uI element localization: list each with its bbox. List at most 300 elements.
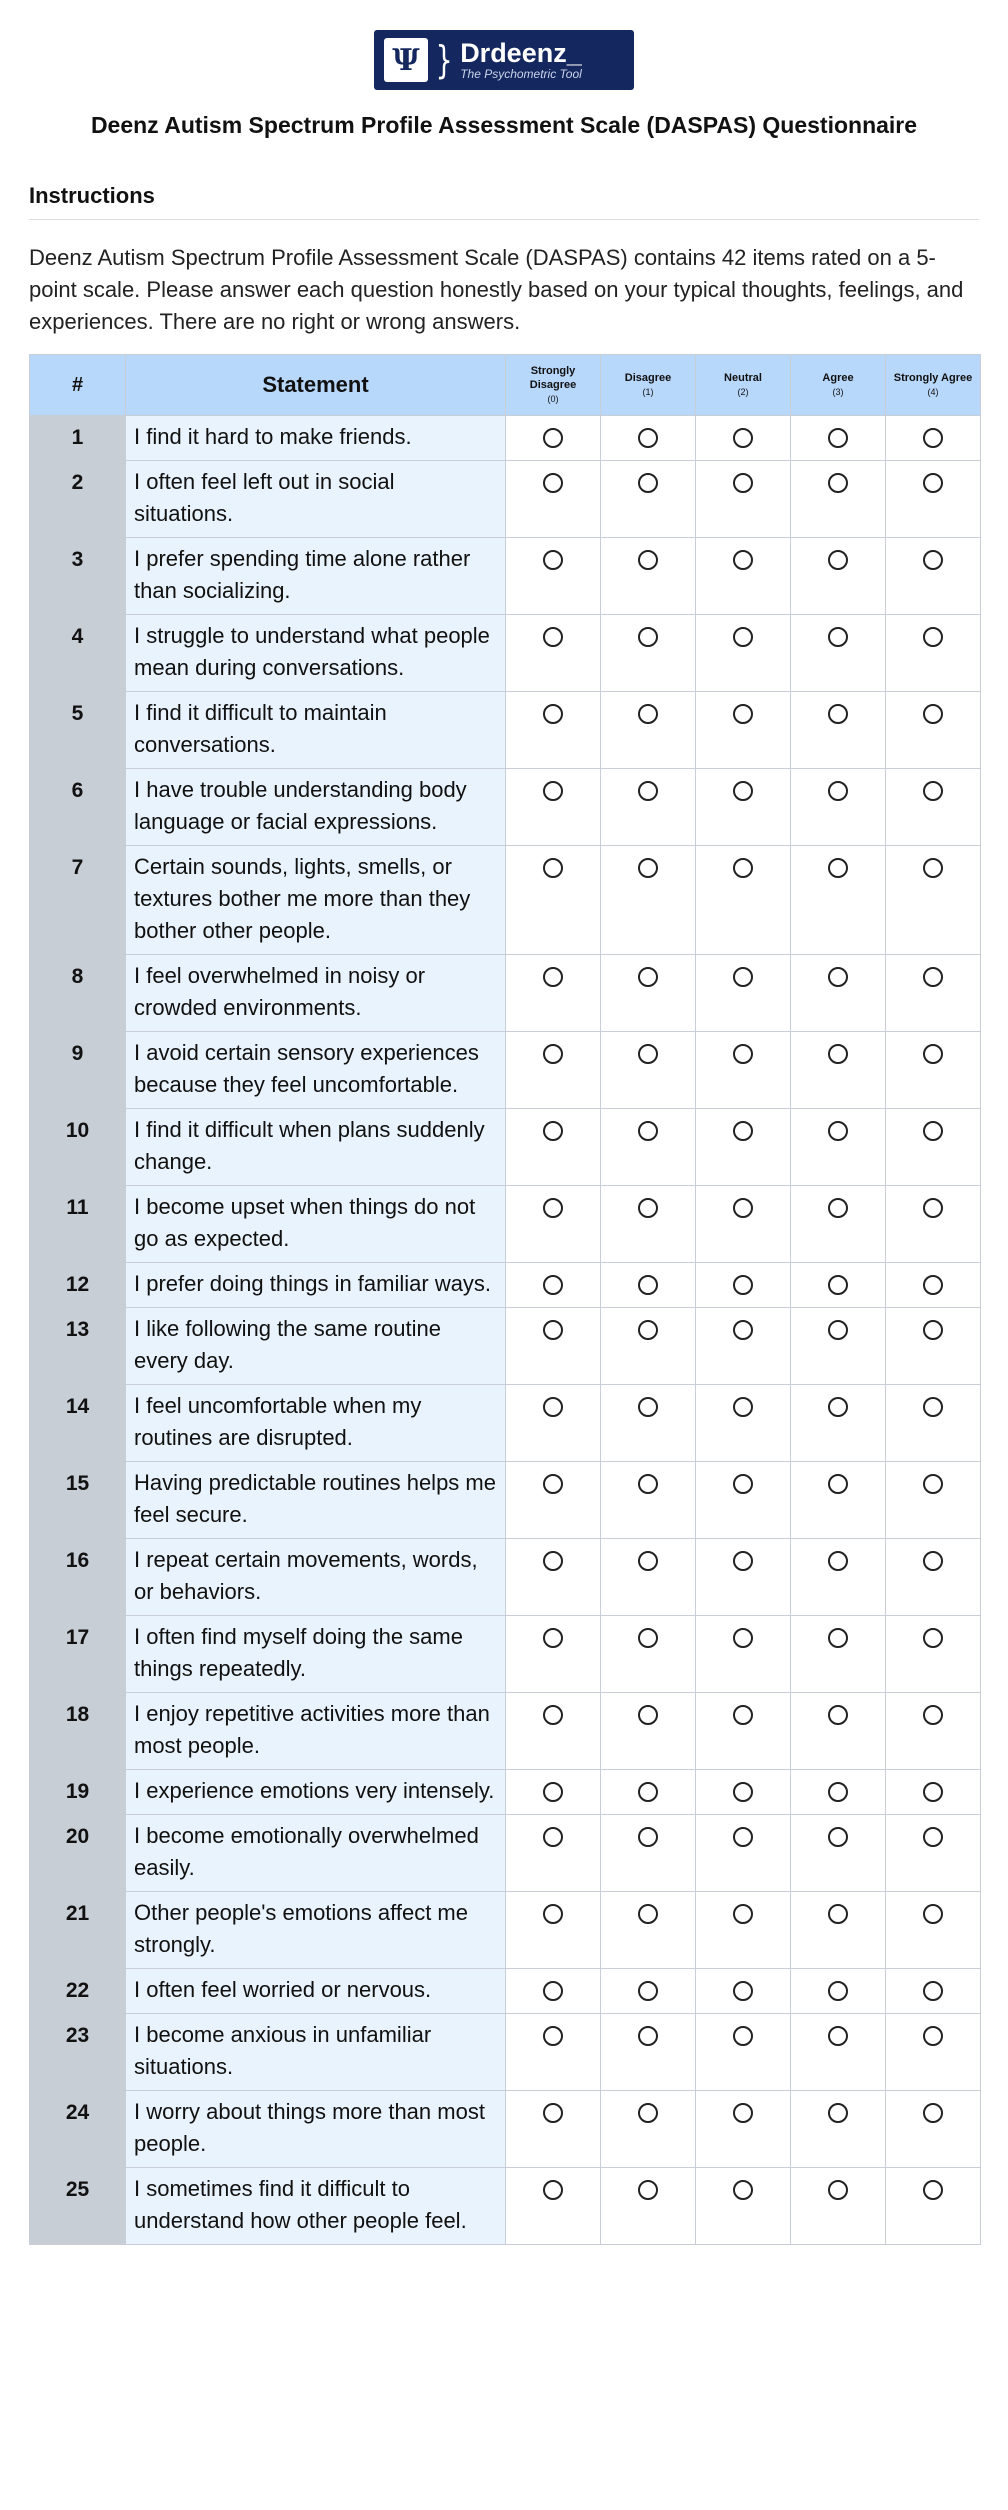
- option-label: Disagree: [624, 372, 672, 384]
- option-value: (1): [642, 387, 654, 397]
- response-radio[interactable]: [733, 1320, 753, 1340]
- table-row: [30, 1186, 981, 1263]
- option-cell: [696, 1263, 791, 1308]
- response-radio[interactable]: [543, 1397, 563, 1417]
- response-radio[interactable]: [638, 1275, 658, 1295]
- option-cell: [791, 2014, 886, 2091]
- option-cell: [791, 955, 886, 1032]
- response-radio[interactable]: [733, 1551, 753, 1571]
- response-radio[interactable]: [638, 1551, 658, 1571]
- response-radio[interactable]: [733, 1044, 753, 1064]
- response-radio[interactable]: [543, 1121, 563, 1141]
- option-cell: [601, 692, 696, 769]
- item-number: 17: [30, 1616, 126, 1693]
- response-radio[interactable]: [733, 1474, 753, 1494]
- option-cell: [791, 2091, 886, 2168]
- item-statement: I feel overwhelmed in noisy or crowded environments.: [126, 955, 506, 1032]
- response-radio[interactable]: [828, 1474, 848, 1494]
- response-radio[interactable]: [733, 704, 753, 724]
- option-value: (2): [737, 387, 749, 397]
- response-radio[interactable]: [733, 858, 753, 878]
- option-cell: [506, 769, 601, 846]
- response-radio[interactable]: [923, 967, 943, 987]
- option-cell: [506, 1539, 601, 1616]
- response-radio[interactable]: [828, 550, 848, 570]
- response-radio[interactable]: [733, 550, 753, 570]
- option-cell: [886, 461, 981, 538]
- response-radio[interactable]: [923, 1198, 943, 1218]
- response-radio[interactable]: [923, 1904, 943, 1924]
- option-cell: [791, 1693, 886, 1770]
- option-cell: [506, 1616, 601, 1693]
- table-row: [30, 1815, 981, 1892]
- item-statement: I find it hard to make friends.: [126, 416, 506, 461]
- option-cell: [696, 769, 791, 846]
- response-radio[interactable]: [828, 967, 848, 987]
- item-number: 10: [30, 1109, 126, 1186]
- response-radio[interactable]: [733, 1198, 753, 1218]
- table-row: [30, 955, 981, 1032]
- response-radio[interactable]: [733, 1904, 753, 1924]
- option-cell: [696, 1462, 791, 1539]
- response-radio[interactable]: [638, 2180, 658, 2200]
- option-cell: [696, 1815, 791, 1892]
- response-radio[interactable]: [543, 2180, 563, 2200]
- item-statement: Certain sounds, lights, smells, or textures bother me more than they bother other people.: [126, 846, 506, 955]
- response-radio[interactable]: [543, 1275, 563, 1295]
- response-radio[interactable]: [733, 967, 753, 987]
- option-cell: [506, 1693, 601, 1770]
- response-radio[interactable]: [828, 1705, 848, 1725]
- option-cell: [601, 955, 696, 1032]
- option-cell: [601, 1969, 696, 2014]
- item-statement: I often feel worried or nervous.: [126, 1969, 506, 2014]
- response-radio[interactable]: [923, 1705, 943, 1725]
- item-statement: I become upset when things do not go as expected.: [126, 1186, 506, 1263]
- response-radio[interactable]: [923, 704, 943, 724]
- response-radio[interactable]: [828, 1397, 848, 1417]
- item-statement: I avoid certain sensory experiences because they feel uncomfortable.: [126, 1032, 506, 1109]
- item-number: 5: [30, 692, 126, 769]
- option-cell: [506, 1892, 601, 1969]
- response-radio[interactable]: [923, 1551, 943, 1571]
- response-radio[interactable]: [543, 550, 563, 570]
- response-radio[interactable]: [638, 2026, 658, 2046]
- option-cell: [696, 1693, 791, 1770]
- questionnaire-page: [29, 0, 979, 2245]
- table-row: [30, 416, 981, 461]
- option-cell: [886, 1693, 981, 1770]
- logo-text: [460, 39, 582, 81]
- response-radio[interactable]: [543, 781, 563, 801]
- response-radio[interactable]: [733, 1628, 753, 1648]
- response-radio[interactable]: [733, 1705, 753, 1725]
- item-statement: I become emotionally overwhelmed easily.: [126, 1815, 506, 1892]
- table-row: [30, 1462, 981, 1539]
- item-statement: I experience emotions very intensely.: [126, 1770, 506, 1815]
- response-radio[interactable]: [543, 1320, 563, 1340]
- option-value: (4): [927, 387, 939, 397]
- option-cell: [601, 538, 696, 615]
- item-statement: I often find myself doing the same things repeatedly.: [126, 1616, 506, 1693]
- table-row: [30, 846, 981, 955]
- item-number: 23: [30, 2014, 126, 2091]
- option-column-header: [601, 355, 696, 416]
- response-radio[interactable]: [828, 1320, 848, 1340]
- response-radio[interactable]: [638, 1044, 658, 1064]
- response-radio[interactable]: [638, 1782, 658, 1802]
- option-cell: [791, 1308, 886, 1385]
- option-cell: [601, 2014, 696, 2091]
- response-radio[interactable]: [923, 1782, 943, 1802]
- table-row: [30, 2168, 981, 2245]
- option-cell: [696, 1385, 791, 1462]
- response-radio[interactable]: [923, 550, 943, 570]
- table-row: [30, 769, 981, 846]
- response-radio[interactable]: [923, 1827, 943, 1847]
- option-cell: [601, 1770, 696, 1815]
- table-row: [30, 615, 981, 692]
- response-radio[interactable]: [828, 1827, 848, 1847]
- option-cell: [886, 1462, 981, 1539]
- option-cell: [791, 538, 886, 615]
- option-cell: [886, 1385, 981, 1462]
- response-radio[interactable]: [638, 428, 658, 448]
- response-radio[interactable]: [828, 1044, 848, 1064]
- option-cell: [791, 461, 886, 538]
- option-cell: [886, 538, 981, 615]
- table-row: [30, 692, 981, 769]
- response-radio[interactable]: [828, 1628, 848, 1648]
- option-cell: [601, 1032, 696, 1109]
- response-radio[interactable]: [543, 858, 563, 878]
- response-radio[interactable]: [733, 1121, 753, 1141]
- response-radio[interactable]: [923, 627, 943, 647]
- option-cell: [696, 1308, 791, 1385]
- item-statement: I prefer spending time alone rather than socializing.: [126, 538, 506, 615]
- psi-icon: Ψ: [384, 38, 428, 82]
- response-radio[interactable]: [543, 1782, 563, 1802]
- response-radio[interactable]: [923, 1320, 943, 1340]
- item-number: 25: [30, 2168, 126, 2245]
- option-column-header: [791, 355, 886, 416]
- response-radio[interactable]: [828, 1551, 848, 1571]
- statement-column-header: Statement: [126, 355, 506, 416]
- item-statement: I enjoy repetitive activities more than most people.: [126, 1693, 506, 1770]
- response-radio[interactable]: [828, 1981, 848, 2001]
- item-number: 19: [30, 1770, 126, 1815]
- logo-container: [29, 30, 979, 90]
- response-radio[interactable]: [543, 704, 563, 724]
- item-number: 6: [30, 769, 126, 846]
- response-radio[interactable]: [733, 2180, 753, 2200]
- item-statement: I feel uncomfortable when my routines are disrupted.: [126, 1385, 506, 1462]
- response-radio[interactable]: [638, 2103, 658, 2123]
- response-radio[interactable]: [638, 1904, 658, 1924]
- response-radio[interactable]: [638, 1628, 658, 1648]
- option-cell: [696, 955, 791, 1032]
- table-row: [30, 1109, 981, 1186]
- response-radio[interactable]: [543, 1705, 563, 1725]
- item-number: 7: [30, 846, 126, 955]
- option-cell: [886, 2091, 981, 2168]
- item-number: 1: [30, 416, 126, 461]
- item-number: 8: [30, 955, 126, 1032]
- option-cell: [886, 1032, 981, 1109]
- table-header-row: [30, 355, 981, 416]
- response-radio[interactable]: [638, 858, 658, 878]
- table-row: [30, 538, 981, 615]
- option-cell: [696, 1186, 791, 1263]
- option-cell: [601, 1308, 696, 1385]
- response-radio[interactable]: [733, 1981, 753, 2001]
- response-radio[interactable]: [733, 1827, 753, 1847]
- option-cell: [791, 1892, 886, 1969]
- number-column-header: #: [30, 355, 126, 416]
- item-statement: Other people's emotions affect me strongly.: [126, 1892, 506, 1969]
- option-cell: [506, 615, 601, 692]
- response-radio[interactable]: [923, 428, 943, 448]
- option-cell: [886, 1308, 981, 1385]
- response-radio[interactable]: [828, 2026, 848, 2046]
- option-cell: [791, 692, 886, 769]
- table-row: [30, 2091, 981, 2168]
- response-radio[interactable]: [923, 1121, 943, 1141]
- response-radio[interactable]: [733, 473, 753, 493]
- response-radio[interactable]: [638, 550, 658, 570]
- option-cell: [886, 1969, 981, 2014]
- option-value: (0): [547, 394, 559, 404]
- option-cell: [601, 1462, 696, 1539]
- response-radio[interactable]: [828, 1275, 848, 1295]
- item-statement: I repeat certain movements, words, or behaviors.: [126, 1539, 506, 1616]
- option-cell: [506, 1969, 601, 2014]
- response-radio[interactable]: [543, 1904, 563, 1924]
- option-cell: [601, 1539, 696, 1616]
- option-cell: [696, 2168, 791, 2245]
- table-row: [30, 1770, 981, 1815]
- item-statement: I find it difficult to maintain conversations.: [126, 692, 506, 769]
- item-statement: I often feel left out in social situations.: [126, 461, 506, 538]
- response-radio[interactable]: [543, 473, 563, 493]
- response-radio[interactable]: [828, 428, 848, 448]
- option-cell: [791, 416, 886, 461]
- table-row: [30, 1892, 981, 1969]
- response-radio[interactable]: [828, 473, 848, 493]
- response-radio[interactable]: [923, 858, 943, 878]
- response-radio[interactable]: [828, 1782, 848, 1802]
- response-radio[interactable]: [638, 627, 658, 647]
- option-cell: [696, 538, 791, 615]
- response-radio[interactable]: [543, 1981, 563, 2001]
- option-cell: [601, 1109, 696, 1186]
- option-cell: [696, 846, 791, 955]
- option-cell: [886, 692, 981, 769]
- response-radio[interactable]: [638, 1705, 658, 1725]
- option-cell: [696, 416, 791, 461]
- response-radio[interactable]: [733, 1397, 753, 1417]
- table-row: [30, 1616, 981, 1693]
- item-statement: I sometimes find it difficult to understand how other people feel.: [126, 2168, 506, 2245]
- option-cell: [791, 2168, 886, 2245]
- option-cell: [886, 846, 981, 955]
- option-cell: [791, 1969, 886, 2014]
- response-radio[interactable]: [923, 1628, 943, 1648]
- response-radio[interactable]: [638, 704, 658, 724]
- response-radio[interactable]: [543, 428, 563, 448]
- option-cell: [886, 1263, 981, 1308]
- response-radio[interactable]: [923, 2026, 943, 2046]
- option-cell: [696, 1969, 791, 2014]
- response-radio[interactable]: [828, 1121, 848, 1141]
- response-radio[interactable]: [638, 781, 658, 801]
- response-radio[interactable]: [733, 627, 753, 647]
- option-cell: [791, 1539, 886, 1616]
- option-cell: [696, 1539, 791, 1616]
- table-row: [30, 1385, 981, 1462]
- response-radio[interactable]: [828, 704, 848, 724]
- table-row: [30, 1969, 981, 2014]
- response-radio[interactable]: [828, 2180, 848, 2200]
- option-column-header: [886, 355, 981, 416]
- response-radio[interactable]: [543, 1551, 563, 1571]
- item-number: 11: [30, 1186, 126, 1263]
- option-cell: [791, 1186, 886, 1263]
- item-statement: I worry about things more than most people.: [126, 2091, 506, 2168]
- option-cell: [601, 1263, 696, 1308]
- option-cell: [506, 1032, 601, 1109]
- option-label: Neutral: [724, 372, 762, 384]
- response-radio[interactable]: [638, 1320, 658, 1340]
- option-cell: [601, 1385, 696, 1462]
- response-radio[interactable]: [923, 2103, 943, 2123]
- option-cell: [506, 1186, 601, 1263]
- response-radio[interactable]: [543, 1044, 563, 1064]
- option-cell: [791, 1109, 886, 1186]
- item-statement: I struggle to understand what people mean during conversations.: [126, 615, 506, 692]
- response-radio[interactable]: [733, 2103, 753, 2123]
- response-radio[interactable]: [543, 1474, 563, 1494]
- response-radio[interactable]: [828, 1198, 848, 1218]
- option-cell: [506, 1263, 601, 1308]
- option-cell: [886, 1616, 981, 1693]
- response-radio[interactable]: [543, 2026, 563, 2046]
- response-radio[interactable]: [638, 1121, 658, 1141]
- option-cell: [696, 1892, 791, 1969]
- item-number: 16: [30, 1539, 126, 1616]
- response-radio[interactable]: [638, 1397, 658, 1417]
- table-row: [30, 1263, 981, 1308]
- option-cell: [506, 955, 601, 1032]
- option-cell: [696, 692, 791, 769]
- response-radio[interactable]: [923, 1474, 943, 1494]
- response-radio[interactable]: [638, 1827, 658, 1847]
- response-radio[interactable]: [638, 473, 658, 493]
- response-radio[interactable]: [638, 1474, 658, 1494]
- response-radio[interactable]: [923, 1275, 943, 1295]
- logo-tagline: The Psychometric Tool: [460, 67, 582, 82]
- response-radio[interactable]: [828, 1904, 848, 1924]
- response-radio[interactable]: [733, 1782, 753, 1802]
- response-radio[interactable]: [828, 627, 848, 647]
- option-cell: [506, 1109, 601, 1186]
- option-cell: [601, 1815, 696, 1892]
- brace-icon: }: [435, 38, 453, 82]
- item-number: 22: [30, 1969, 126, 2014]
- option-cell: [506, 461, 601, 538]
- option-cell: [696, 1770, 791, 1815]
- option-cell: [696, 2014, 791, 2091]
- table-row: [30, 2014, 981, 2091]
- logo-name: Drdeenz_: [460, 37, 582, 68]
- response-radio[interactable]: [543, 627, 563, 647]
- response-radio[interactable]: [733, 2026, 753, 2046]
- option-cell: [696, 1032, 791, 1109]
- option-cell: [601, 1693, 696, 1770]
- response-radio[interactable]: [923, 1397, 943, 1417]
- option-cell: [601, 1616, 696, 1693]
- response-radio[interactable]: [923, 473, 943, 493]
- response-radio[interactable]: [543, 1628, 563, 1648]
- response-radio[interactable]: [543, 1198, 563, 1218]
- item-statement: I have trouble understanding body language or facial expressions.: [126, 769, 506, 846]
- option-cell: [506, 538, 601, 615]
- option-cell: [506, 2168, 601, 2245]
- response-radio[interactable]: [638, 967, 658, 987]
- response-radio[interactable]: [828, 781, 848, 801]
- option-cell: [601, 416, 696, 461]
- response-radio[interactable]: [543, 2103, 563, 2123]
- option-cell: [886, 615, 981, 692]
- option-cell: [601, 1892, 696, 1969]
- response-radio[interactable]: [923, 2180, 943, 2200]
- response-radio[interactable]: [923, 1044, 943, 1064]
- option-cell: [601, 846, 696, 955]
- table-row: [30, 1032, 981, 1109]
- option-column-header: [696, 355, 791, 416]
- option-cell: [506, 1815, 601, 1892]
- response-radio[interactable]: [733, 428, 753, 448]
- table-row: [30, 1693, 981, 1770]
- table-row: [30, 461, 981, 538]
- option-cell: [886, 2014, 981, 2091]
- response-radio[interactable]: [543, 1827, 563, 1847]
- option-cell: [601, 615, 696, 692]
- response-radio[interactable]: [923, 781, 943, 801]
- item-statement: I find it difficult when plans suddenly change.: [126, 1109, 506, 1186]
- item-number: 21: [30, 1892, 126, 1969]
- response-radio[interactable]: [638, 1198, 658, 1218]
- item-number: 12: [30, 1263, 126, 1308]
- response-radio[interactable]: [733, 781, 753, 801]
- item-number: 2: [30, 461, 126, 538]
- option-cell: [886, 955, 981, 1032]
- option-cell: [791, 846, 886, 955]
- response-radio[interactable]: [828, 858, 848, 878]
- response-radio[interactable]: [638, 1981, 658, 2001]
- response-radio[interactable]: [923, 1981, 943, 2001]
- response-radio[interactable]: [543, 967, 563, 987]
- response-radio[interactable]: [733, 1275, 753, 1295]
- option-cell: [886, 1815, 981, 1892]
- option-cell: [791, 1815, 886, 1892]
- option-label: Agree: [822, 372, 854, 384]
- item-number: 13: [30, 1308, 126, 1385]
- option-cell: [791, 1770, 886, 1815]
- response-radio[interactable]: [828, 2103, 848, 2123]
- option-cell: [506, 1462, 601, 1539]
- option-cell: [506, 692, 601, 769]
